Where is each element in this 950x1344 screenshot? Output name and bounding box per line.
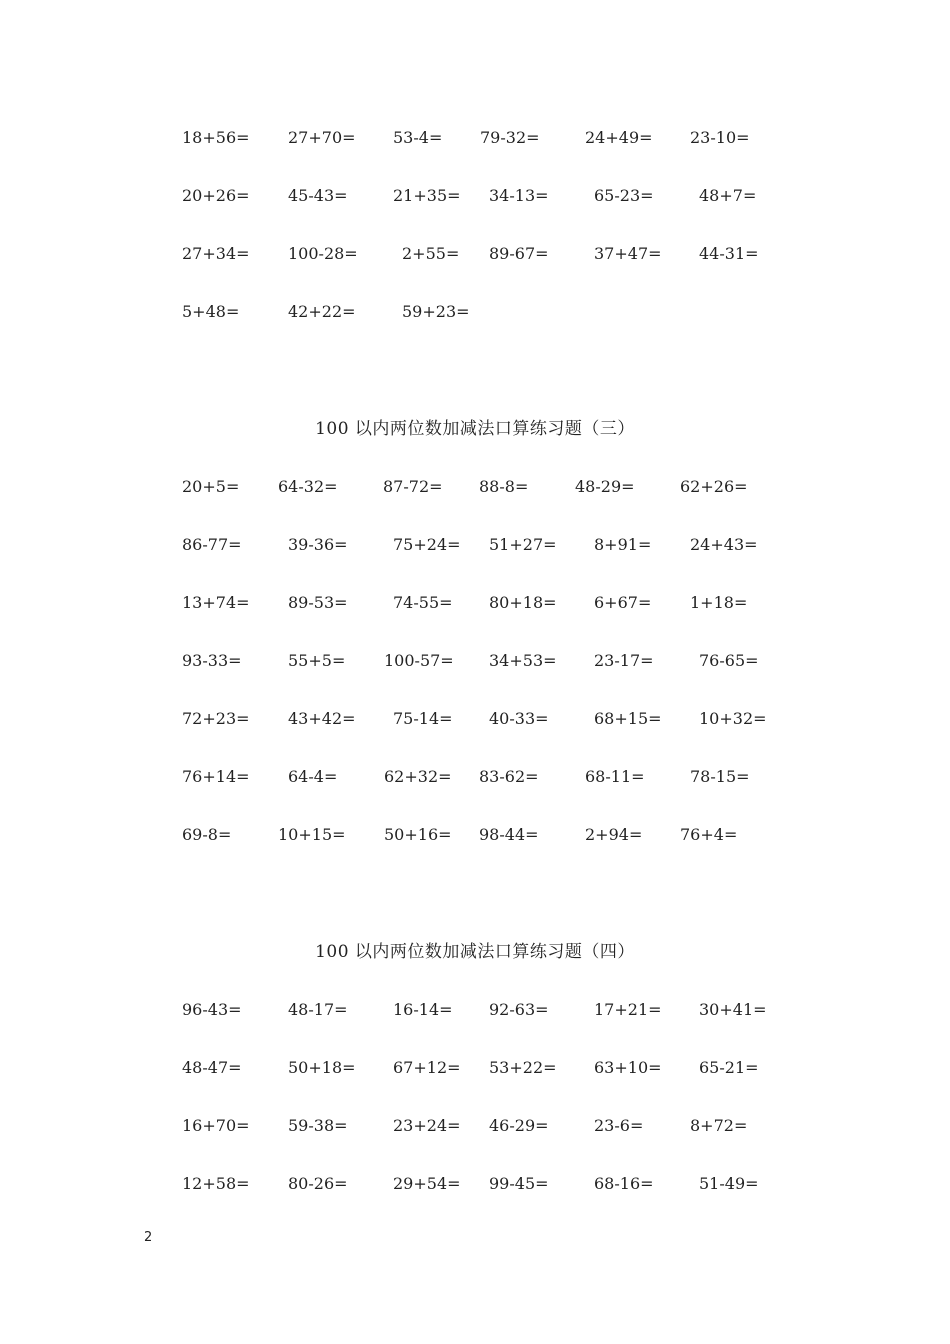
problem: 24+43= (690, 535, 758, 554)
problem-row (0, 242, 950, 266)
page-number: 2 (144, 1230, 153, 1245)
problem: 1+18= (690, 593, 748, 612)
problem: 76-65= (699, 651, 759, 670)
problem: 64-32= (278, 477, 338, 496)
problem: 50+16= (384, 825, 452, 844)
problem: 100-28= (288, 244, 358, 263)
problem: 6+67= (594, 593, 652, 612)
problem: 64-4= (288, 767, 338, 786)
section-title: 100 以内两位数加减法口算练习题（三） (315, 419, 635, 439)
problem: 51+27= (489, 535, 557, 554)
problem: 16+70= (182, 1116, 250, 1135)
problem: 45-43= (288, 186, 348, 205)
problem: 34-13= (489, 186, 549, 205)
problem: 96-43= (182, 1000, 242, 1019)
problem: 44-31= (699, 244, 759, 263)
problem: 65-23= (594, 186, 654, 205)
problem: 5+48= (182, 302, 240, 321)
problem-row (0, 591, 950, 615)
problem: 92-63= (489, 1000, 549, 1019)
problem: 62+26= (680, 477, 748, 496)
problem: 74-55= (393, 593, 453, 612)
problem: 46-29= (489, 1116, 549, 1135)
problem: 10+15= (278, 825, 346, 844)
problem: 75-14= (393, 709, 453, 728)
problem: 62+32= (384, 767, 452, 786)
problem-row (0, 765, 950, 789)
problem: 42+22= (288, 302, 356, 321)
problem: 51-49= (699, 1174, 759, 1193)
problem: 80+18= (489, 593, 557, 612)
problem: 87-72= (383, 477, 443, 496)
problem-row (0, 184, 950, 208)
problem: 69-8= (182, 825, 232, 844)
problem: 76+4= (680, 825, 738, 844)
problem: 65-21= (699, 1058, 759, 1077)
problem: 78-15= (690, 767, 750, 786)
problem: 17+21= (594, 1000, 662, 1019)
problem-row (0, 1114, 950, 1138)
problem: 27+34= (182, 244, 250, 263)
problem: 75+24= (393, 535, 461, 554)
problem: 67+12= (393, 1058, 461, 1077)
problem: 10+32= (699, 709, 767, 728)
problem: 23-17= (594, 651, 654, 670)
problem: 48-29= (575, 477, 635, 496)
problem: 20+26= (182, 186, 250, 205)
problem: 50+18= (288, 1058, 356, 1077)
problem: 8+72= (690, 1116, 748, 1135)
problem: 86-77= (182, 535, 242, 554)
problem-row (0, 126, 950, 150)
problem: 53+22= (489, 1058, 557, 1077)
problem-row (0, 1172, 950, 1196)
problem: 100-57= (384, 651, 454, 670)
problem: 29+54= (393, 1174, 461, 1193)
problem-row (0, 1056, 950, 1080)
problem: 48-47= (182, 1058, 242, 1077)
problem: 2+55= (402, 244, 460, 263)
problem: 21+35= (393, 186, 461, 205)
problem: 68+15= (594, 709, 662, 728)
problem: 23-6= (594, 1116, 644, 1135)
problem: 80-26= (288, 1174, 348, 1193)
problem: 72+23= (182, 709, 250, 728)
problem: 8+91= (594, 535, 652, 554)
problem: 59+23= (402, 302, 470, 321)
problem: 43+42= (288, 709, 356, 728)
problem: 37+47= (594, 244, 662, 263)
problem: 13+74= (182, 593, 250, 612)
problem: 18+56= (182, 128, 250, 147)
problem: 48-17= (288, 1000, 348, 1019)
problem: 12+58= (182, 1174, 250, 1193)
problem: 23-10= (690, 128, 750, 147)
problem: 53-4= (393, 128, 443, 147)
problem-row (0, 475, 950, 499)
problem: 68-11= (585, 767, 645, 786)
problem: 20+5= (182, 477, 240, 496)
problem: 2+94= (585, 825, 643, 844)
problem: 68-16= (594, 1174, 654, 1193)
problem: 99-45= (489, 1174, 549, 1193)
problem-row (0, 300, 950, 324)
problem: 55+5= (288, 651, 346, 670)
problem-row (0, 649, 950, 673)
problem-row (0, 707, 950, 731)
problem: 30+41= (699, 1000, 767, 1019)
problem: 89-67= (489, 244, 549, 263)
problem: 76+14= (182, 767, 250, 786)
problem-row (0, 998, 950, 1022)
problem: 89-53= (288, 593, 348, 612)
problem: 59-38= (288, 1116, 348, 1135)
problem: 83-62= (479, 767, 539, 786)
problem: 24+49= (585, 128, 653, 147)
problem: 98-44= (479, 825, 539, 844)
problem: 63+10= (594, 1058, 662, 1077)
problem-row (0, 823, 950, 847)
problem: 34+53= (489, 651, 557, 670)
problem: 23+24= (393, 1116, 461, 1135)
problem: 40-33= (489, 709, 549, 728)
problem: 93-33= (182, 651, 242, 670)
problem: 88-8= (479, 477, 529, 496)
section-title: 100 以内两位数加减法口算练习题（四） (315, 942, 635, 962)
problem: 48+7= (699, 186, 757, 205)
problem: 39-36= (288, 535, 348, 554)
problem: 27+70= (288, 128, 356, 147)
problem: 79-32= (480, 128, 540, 147)
problem: 16-14= (393, 1000, 453, 1019)
problem-row (0, 533, 950, 557)
